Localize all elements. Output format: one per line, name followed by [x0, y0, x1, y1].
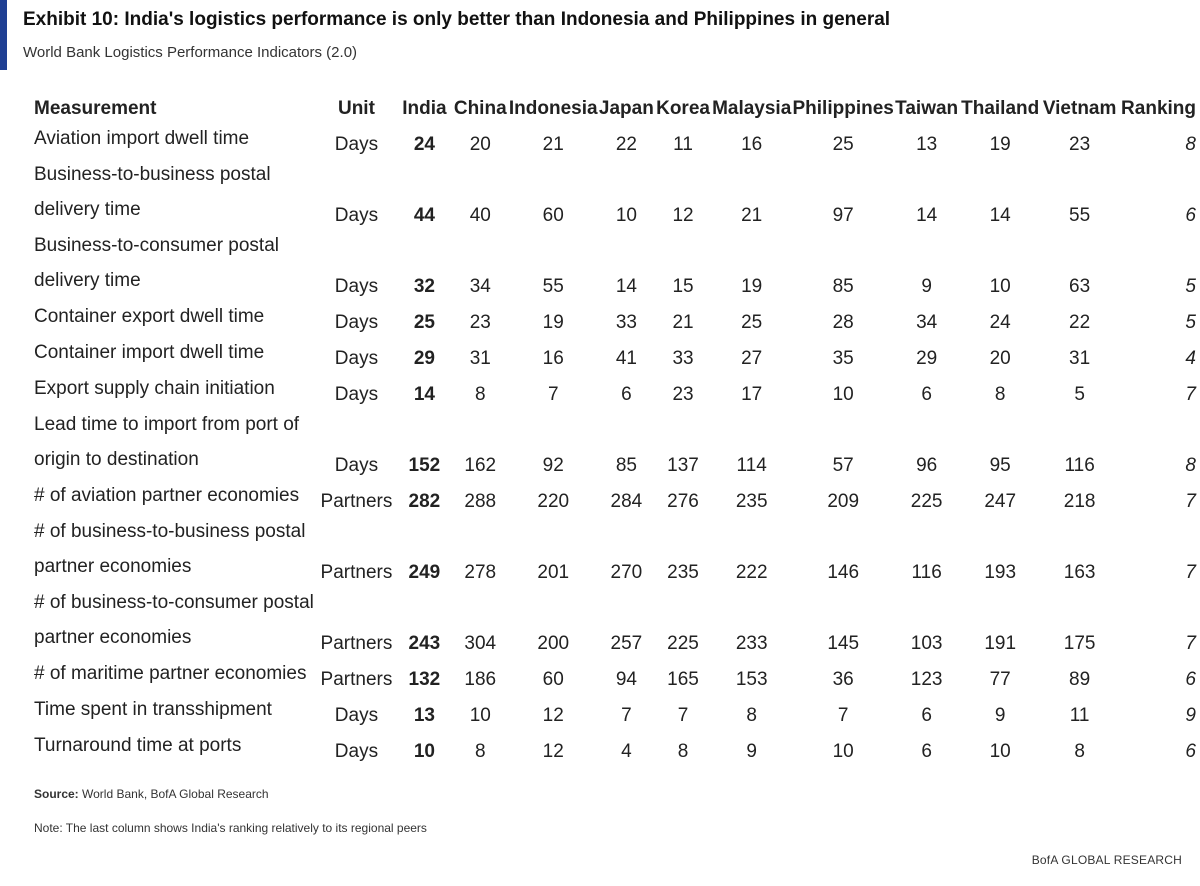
- measurement-cell: [28, 156, 316, 227]
- logistics-table: [28, 84, 1200, 763]
- value-cell: 6: [921, 741, 932, 762]
- value-cell: 9: [921, 276, 932, 297]
- value-cell: 209: [827, 491, 860, 512]
- value-cell: 10: [615, 205, 637, 226]
- unit-cell: Days: [334, 384, 379, 405]
- unit-cell: Days: [334, 741, 379, 762]
- measurement-label: # of aviation partner economies: [34, 485, 300, 506]
- ranking-cell: 9: [1185, 705, 1196, 726]
- value-cell: 7: [547, 384, 559, 405]
- value-cell: 222: [735, 562, 768, 583]
- table-header-row: [28, 84, 1200, 120]
- value-cell: 8: [994, 384, 1006, 405]
- value-cell: 27: [741, 348, 763, 369]
- table-row: [28, 727, 1200, 763]
- value-cell: 23: [672, 384, 694, 405]
- value-cell: 145: [827, 633, 860, 654]
- ranking-cell: 5: [1185, 276, 1196, 297]
- value-cell: 40: [469, 205, 491, 226]
- table-row: [28, 227, 1200, 298]
- value-cell: 11: [1069, 705, 1090, 726]
- source-text: World Bank, BofA Global Research: [78, 787, 269, 801]
- column-header: Measurement: [34, 98, 157, 119]
- ranking-cell: 7: [1185, 562, 1196, 583]
- value-cell: 200: [537, 633, 570, 654]
- value-cell: 304: [464, 633, 497, 654]
- measurement-label: Container export dwell time: [34, 306, 265, 327]
- title-accent-bar: [0, 0, 7, 70]
- value-cell: 60: [542, 669, 564, 690]
- value-cell: 14: [615, 276, 637, 297]
- value-cell: 92: [542, 455, 564, 476]
- value-cell: 165: [667, 669, 699, 690]
- column-header: Malaysia: [712, 98, 792, 119]
- value-cell: 34: [916, 312, 938, 333]
- value-cell: 116: [911, 562, 942, 583]
- value-cell: 77: [989, 669, 1011, 690]
- value-cell: 233: [735, 633, 768, 654]
- measurement-label: delivery time: [34, 270, 141, 291]
- ranking-cell: 7: [1185, 491, 1196, 512]
- unit-cell: Partners: [320, 669, 393, 690]
- footnote: Note: The last column shows India's ranking relatively to its regional peers: [34, 821, 427, 835]
- table-row: [28, 655, 1200, 691]
- measurement-label: partner economies: [34, 627, 192, 648]
- value-cell: 220: [537, 491, 570, 512]
- measurement-label: delivery time: [34, 199, 141, 220]
- unit-cell: Partners: [320, 562, 393, 583]
- table-row: [28, 156, 1200, 227]
- value-cell: 235: [667, 562, 699, 583]
- value-cell: 9: [994, 705, 1006, 726]
- measurement-label: Export supply chain initiation: [34, 378, 275, 399]
- value-cell: 186: [464, 669, 497, 690]
- ranking-cell: 8: [1185, 455, 1196, 476]
- india-value-cell: 132: [408, 669, 441, 690]
- value-cell: 20: [469, 134, 491, 155]
- value-cell: 247: [984, 491, 1017, 512]
- measurement-label: # of business-to-business postal: [34, 521, 306, 542]
- india-value-cell: 32: [413, 276, 435, 297]
- measurement-cell: [28, 120, 316, 156]
- india-value-cell: 29: [413, 348, 435, 369]
- value-cell: 6: [621, 384, 632, 405]
- measurement-cell: [28, 727, 316, 763]
- table-body: [28, 120, 1200, 763]
- value-cell: 191: [984, 633, 1017, 654]
- value-cell: 13: [916, 134, 938, 155]
- value-cell: 41: [615, 348, 637, 369]
- column-header: China: [453, 98, 507, 119]
- value-cell: 16: [542, 348, 564, 369]
- value-cell: 103: [910, 633, 943, 654]
- value-cell: 278: [464, 562, 497, 583]
- table-row: [28, 691, 1200, 727]
- source-note: [34, 787, 269, 801]
- value-cell: 12: [542, 705, 564, 726]
- column-header: Taiwan: [895, 98, 959, 119]
- unit-cell: Days: [334, 276, 379, 297]
- column-header: Ranking: [1121, 98, 1196, 119]
- value-cell: 8: [474, 384, 486, 405]
- india-value-cell: 10: [413, 741, 435, 762]
- ranking-cell: 5: [1185, 312, 1196, 333]
- value-cell: 21: [741, 205, 763, 226]
- source-label: Source:: [34, 787, 79, 801]
- ranking-cell: 6: [1185, 669, 1196, 690]
- value-cell: 60: [542, 205, 564, 226]
- value-cell: 4: [621, 741, 632, 762]
- value-cell: 225: [667, 633, 699, 654]
- india-value-cell: 282: [408, 491, 441, 512]
- measurement-label: Aviation import dwell time: [34, 128, 250, 149]
- unit-cell: Days: [334, 455, 379, 476]
- column-header: Philippines: [792, 98, 894, 119]
- value-cell: 7: [677, 705, 689, 726]
- value-cell: 10: [469, 705, 491, 726]
- value-cell: 22: [1069, 312, 1091, 333]
- unit-cell: Partners: [320, 491, 393, 512]
- value-cell: 29: [916, 348, 938, 369]
- value-cell: 12: [542, 741, 564, 762]
- value-cell: 116: [1064, 455, 1095, 476]
- measurement-cell: [28, 691, 316, 727]
- value-cell: 57: [832, 455, 854, 476]
- value-cell: 9: [746, 741, 757, 762]
- value-cell: 33: [615, 312, 637, 333]
- value-cell: 5: [1074, 384, 1085, 405]
- column-header: Unit: [337, 98, 375, 119]
- measurement-label: Business-to-consumer postal: [34, 235, 279, 256]
- measurement-label: Lead time to import from port of: [34, 414, 300, 435]
- measurement-cell: [28, 584, 316, 655]
- table-row: [28, 513, 1200, 584]
- column-header: Vietnam: [1042, 98, 1117, 119]
- value-cell: 270: [610, 562, 643, 583]
- measurement-label: Turnaround time at ports: [34, 735, 242, 756]
- unit-cell: Days: [334, 705, 379, 726]
- value-cell: 137: [667, 455, 699, 476]
- value-cell: 10: [989, 741, 1011, 762]
- value-cell: 21: [542, 134, 564, 155]
- value-cell: 218: [1063, 491, 1096, 512]
- exhibit-subtitle: World Bank Logistics Performance Indicators (2.0): [23, 44, 358, 61]
- value-cell: 146: [827, 562, 860, 583]
- ranking-cell: 6: [1185, 205, 1196, 226]
- india-value-cell: 249: [408, 562, 441, 583]
- value-cell: 10: [832, 384, 854, 405]
- india-value-cell: 14: [413, 384, 435, 405]
- value-cell: 16: [741, 134, 763, 155]
- value-cell: 11: [673, 134, 693, 155]
- value-cell: 257: [610, 633, 643, 654]
- value-cell: 22: [615, 134, 637, 155]
- value-cell: 25: [832, 134, 854, 155]
- value-cell: 163: [1063, 562, 1096, 583]
- value-cell: 96: [916, 455, 938, 476]
- india-value-cell: 152: [408, 455, 441, 476]
- value-cell: 19: [741, 276, 763, 297]
- measurement-cell: [28, 334, 316, 370]
- ranking-cell: 6: [1185, 741, 1196, 762]
- column-header: India: [402, 98, 447, 119]
- value-cell: 8: [1074, 741, 1085, 762]
- value-cell: 225: [910, 491, 943, 512]
- value-cell: 153: [735, 669, 768, 690]
- value-cell: 6: [921, 384, 932, 405]
- measurement-cell: [28, 513, 316, 584]
- value-cell: 55: [542, 276, 564, 297]
- column-header: Indonesia: [508, 98, 598, 119]
- value-cell: 33: [672, 348, 694, 369]
- value-cell: 17: [741, 384, 763, 405]
- value-cell: 25: [741, 312, 763, 333]
- value-cell: 7: [837, 705, 849, 726]
- value-cell: 34: [469, 276, 491, 297]
- ranking-cell: 4: [1185, 348, 1196, 369]
- value-cell: 19: [542, 312, 564, 333]
- india-value-cell: 44: [413, 205, 435, 226]
- ranking-cell: 7: [1185, 384, 1196, 405]
- table-row: [28, 477, 1200, 513]
- value-cell: 97: [832, 205, 854, 226]
- value-cell: 24: [989, 312, 1011, 333]
- column-header: Japan: [598, 98, 654, 119]
- value-cell: 21: [672, 312, 694, 333]
- india-value-cell: 243: [408, 633, 441, 654]
- measurement-cell: [28, 298, 316, 334]
- value-cell: 235: [735, 491, 768, 512]
- value-cell: 35: [832, 348, 854, 369]
- value-cell: 114: [736, 455, 767, 476]
- value-cell: 85: [615, 455, 637, 476]
- value-cell: 175: [1063, 633, 1096, 654]
- value-cell: 193: [984, 562, 1017, 583]
- measurement-cell: [28, 406, 316, 477]
- value-cell: 12: [672, 205, 694, 226]
- unit-cell: Days: [334, 205, 379, 226]
- unit-cell: Days: [334, 348, 379, 369]
- value-cell: 276: [667, 491, 699, 512]
- value-cell: 8: [474, 741, 486, 762]
- india-value-cell: 24: [413, 134, 435, 155]
- value-cell: 288: [464, 491, 497, 512]
- value-cell: 14: [916, 205, 938, 226]
- table-row: [28, 370, 1200, 406]
- column-header: Korea: [656, 98, 710, 119]
- measurement-label: Time spent in transshipment: [34, 699, 272, 720]
- unit-cell: Days: [334, 134, 379, 155]
- unit-cell: Partners: [320, 633, 393, 654]
- measurement-label: Business-to-business postal: [34, 164, 271, 185]
- measurement-cell: [28, 370, 316, 406]
- value-cell: 94: [615, 669, 637, 690]
- measurement-label: # of maritime partner economies: [34, 663, 307, 684]
- measurement-label: Container import dwell time: [34, 342, 265, 363]
- value-cell: 14: [989, 205, 1011, 226]
- measurement-cell: [28, 477, 316, 513]
- value-cell: 20: [989, 348, 1011, 369]
- value-cell: 284: [610, 491, 643, 512]
- unit-cell: Days: [334, 312, 379, 333]
- value-cell: 19: [989, 134, 1011, 155]
- exhibit-title: Exhibit 10: India's logistics performance is only better than Indonesia and Philippines in general: [23, 9, 891, 30]
- value-cell: 55: [1069, 205, 1091, 226]
- value-cell: 10: [832, 741, 854, 762]
- table-row: [28, 298, 1200, 334]
- value-cell: 95: [989, 455, 1011, 476]
- measurement-label: # of business-to-consumer postal: [34, 592, 314, 613]
- table-row: [28, 406, 1200, 477]
- india-value-cell: 13: [413, 705, 435, 726]
- value-cell: 23: [469, 312, 491, 333]
- table-row: [28, 334, 1200, 370]
- value-cell: 63: [1069, 276, 1091, 297]
- value-cell: 6: [921, 705, 932, 726]
- value-cell: 31: [1069, 348, 1091, 369]
- value-cell: 31: [469, 348, 491, 369]
- ranking-cell: 7: [1185, 633, 1196, 654]
- table-row: [28, 120, 1200, 156]
- measurement-label: origin to destination: [34, 449, 199, 470]
- measurement-cell: [28, 655, 316, 691]
- measurement-cell: [28, 227, 316, 298]
- value-cell: 85: [832, 276, 854, 297]
- value-cell: 7: [621, 705, 632, 726]
- column-header: Thailand: [961, 98, 1040, 119]
- value-cell: 23: [1069, 134, 1091, 155]
- india-value-cell: 25: [413, 312, 435, 333]
- measurement-label: partner economies: [34, 556, 192, 577]
- value-cell: 15: [672, 276, 694, 297]
- value-cell: 8: [677, 741, 689, 762]
- value-cell: 8: [746, 705, 757, 726]
- value-cell: 36: [832, 669, 854, 690]
- value-cell: 123: [910, 669, 943, 690]
- table-row: [28, 584, 1200, 655]
- brand-label: BofA GLOBAL RESEARCH: [1031, 853, 1182, 867]
- value-cell: 10: [989, 276, 1011, 297]
- ranking-cell: 8: [1185, 134, 1196, 155]
- value-cell: 162: [464, 455, 497, 476]
- value-cell: 28: [832, 312, 854, 333]
- value-cell: 89: [1069, 669, 1091, 690]
- value-cell: 201: [537, 562, 570, 583]
